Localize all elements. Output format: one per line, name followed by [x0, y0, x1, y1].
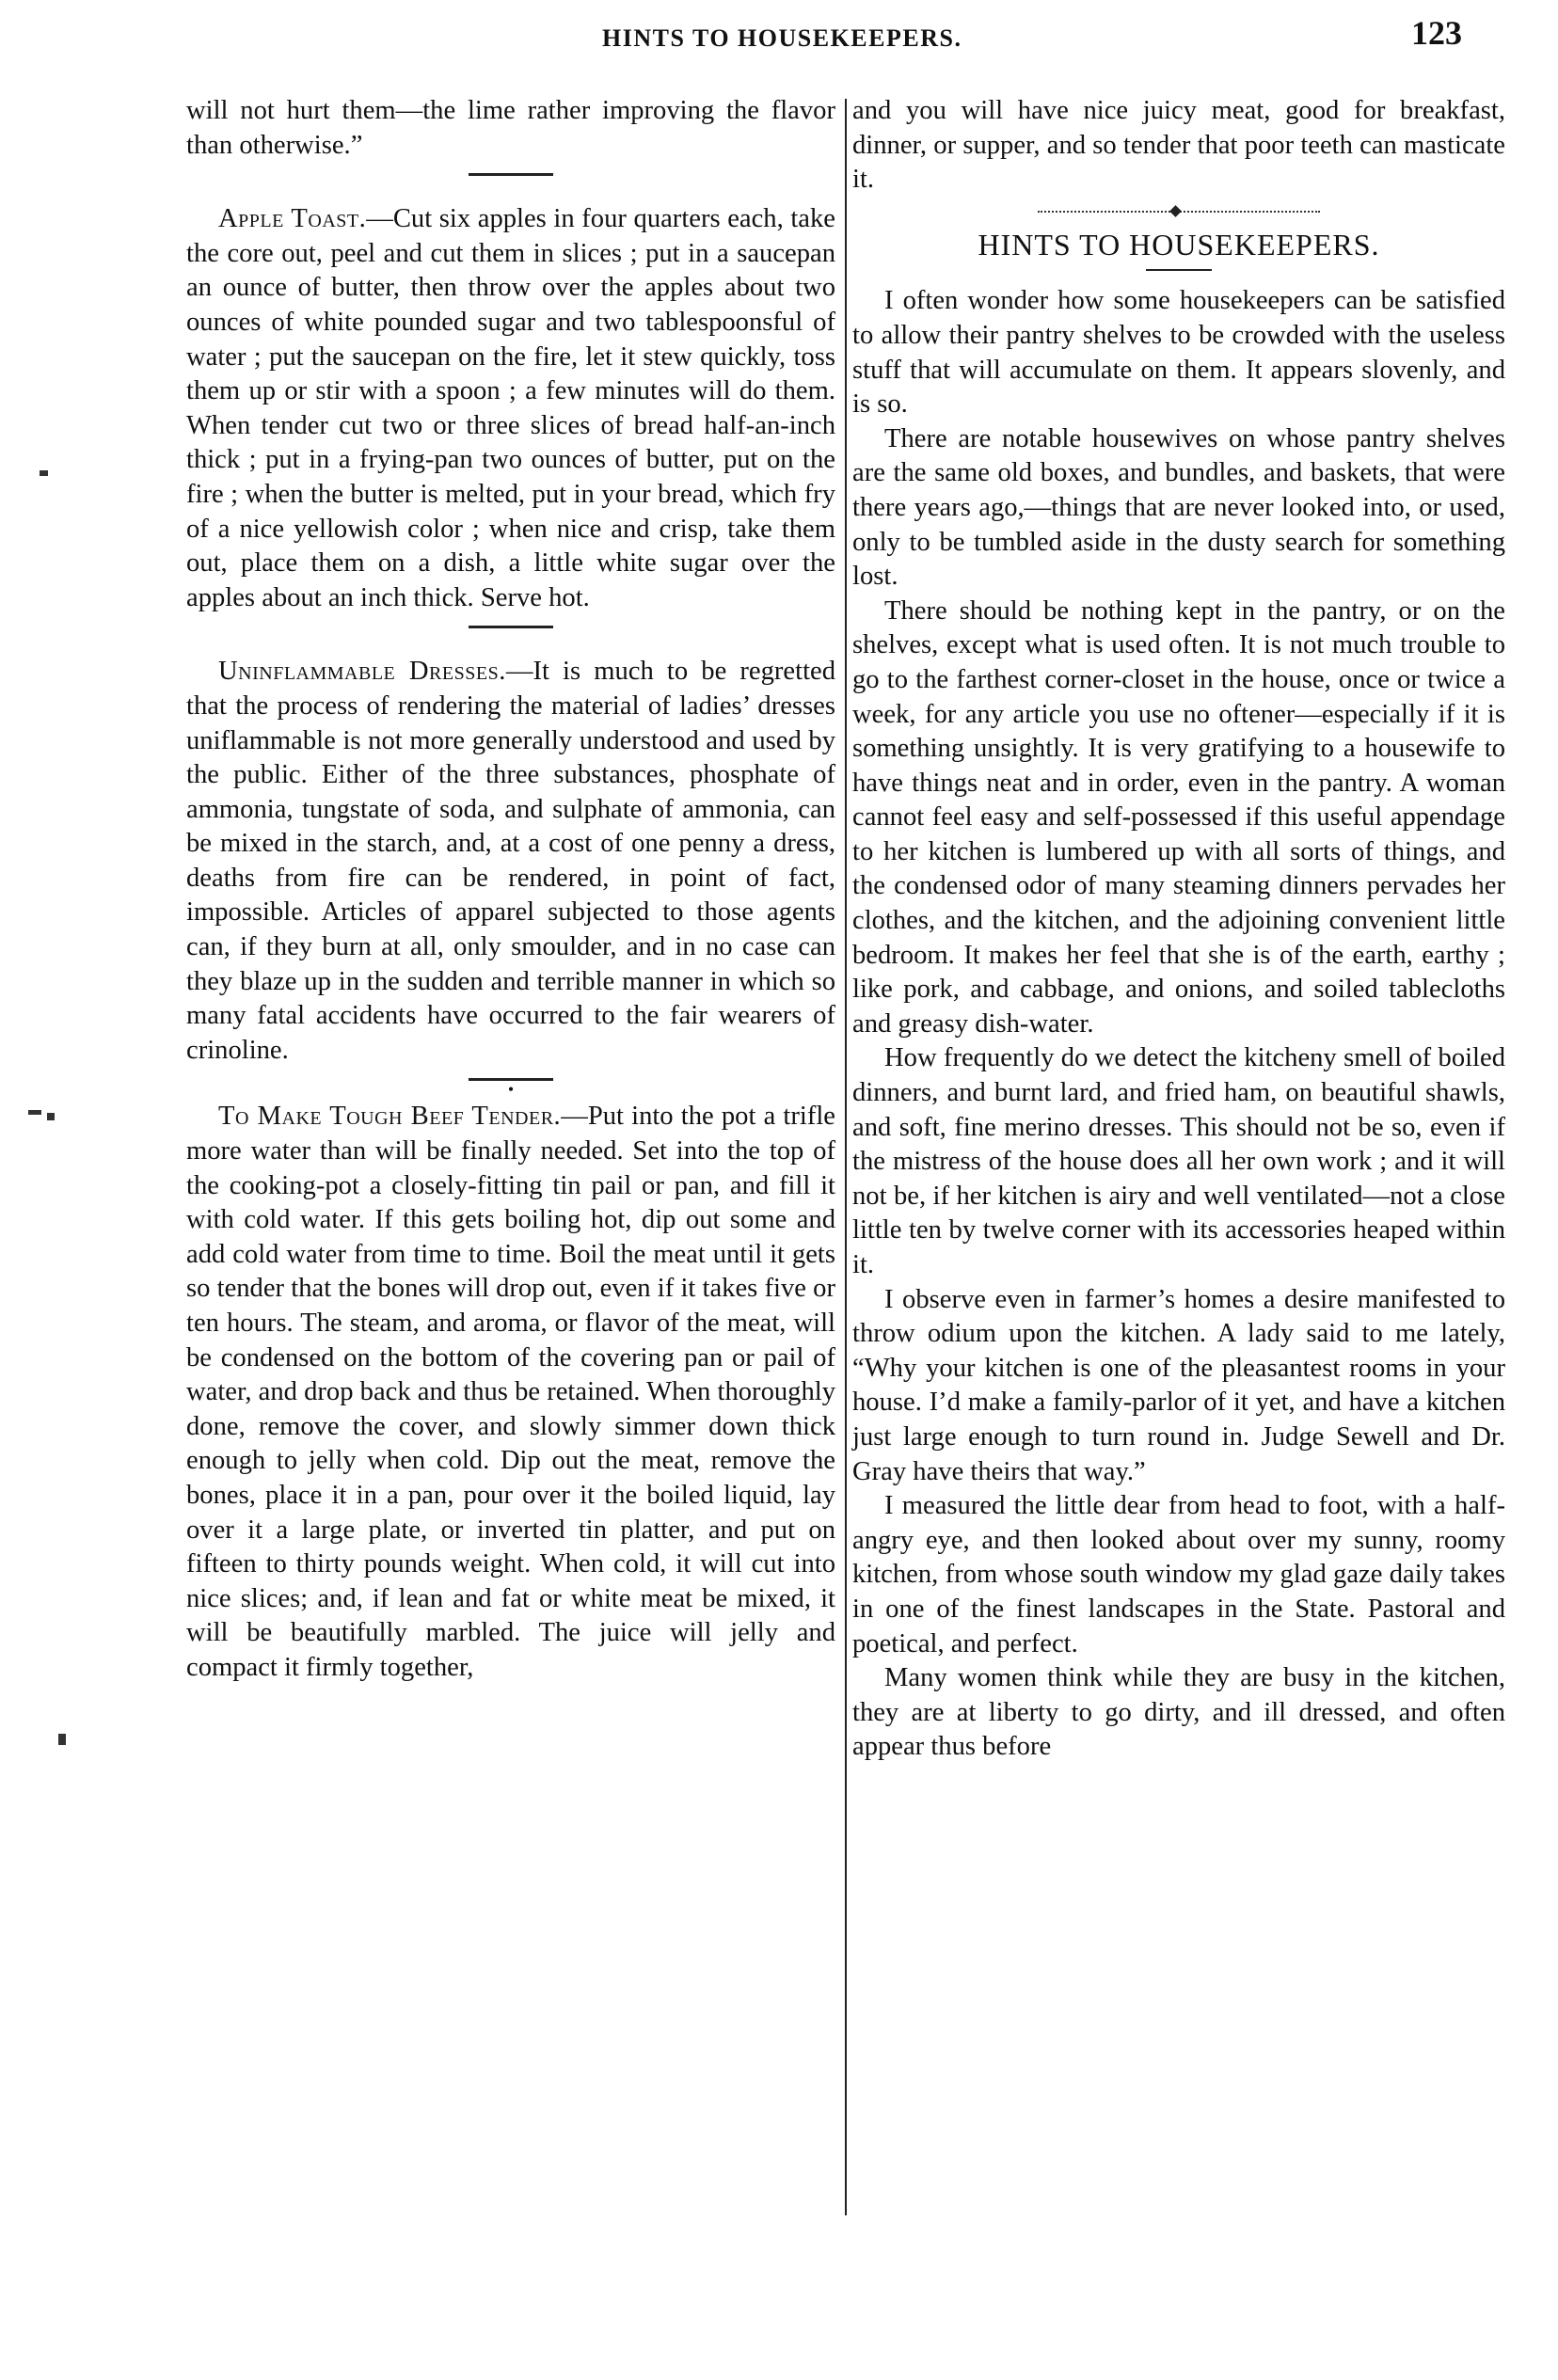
tough-beef-body: —Put into the pot a trifle more water than will be finally needed. Set into the top of the cooking-pot a closely-fitting tin pail or pan, and fill it with cold water. If this gets boiling hot, dip out some and add cold water from time to time. Boil the meat until it gets so tender that the bones will drop out, even if it takes five or ten hours. The steam, and aroma, or flavor of the meat, will be condensed on the bottom of the covering pan or pail of water, and drop back and thus be retained. When thoroughly done, remove the cover, and slowly simmer down thick enough to jelly when cold. Dip out the meat, remove the bones, place it in a pan, pour over it the boiled liquid, lay over it a large plate, or inverted tin platter, and put on fifteen to thirty pounds weight. When cold, it will cut into nice slices; and, if lean and fat or white meat be mixed, it will be beautifully marbled. The juice will jelly and compact it firmly together, — [186, 1102, 835, 1682]
apple-toast-title: Apple Toast. — [218, 204, 367, 234]
ink-dot: • — [507, 1080, 515, 1100]
running-head: HINTS TO HOUSEKEEPERS. — [602, 24, 962, 52]
page-header — [0, 11, 1558, 58]
margin-speck — [28, 1110, 41, 1115]
apple-toast-body: —Cut six apples in four quarters each, take the core out, peel and cut them in slices ; put in a saucepan an ounce of butter, then throw over the apples about two ounces of white pounded sugar and two tablespoonsful of water ; put the saucepan on the fire, let it stew quickly, toss them up or stir with a spoon ; a few minutes will do them. When tender cut two or three slices of bread half-an-inch thick ; put in a frying-pan two ounces of butter, put on the fire ; when the butter is melted, put in your bread, which fry of a nice yellowish color ; when nice and crisp, take them out, place them on a dish, a little white sugar over the apples about an inch thick. Serve hot. — [186, 204, 835, 612]
uninflammable-dresses-title: Uninflammable Dresses. — [218, 657, 506, 687]
apple-toast-paragraph — [186, 202, 835, 615]
article-paragraph: I measured the little dear from head to foot, with a half-angry eye, and then looked about over my sunny, roomy kitchen, from whose south window my glad gaze daily takes in one of the finest landscapes in the State. Pastoral and poetical, and perfect. — [852, 1491, 1505, 1658]
uninflammable-dresses-paragraph — [186, 655, 835, 1068]
ornamental-divider — [1038, 211, 1320, 213]
article-paragraph: Many women think while they are busy in the kitchen, they are at liberty to go dirty, and ill dressed, and often appear thus before — [852, 1663, 1505, 1762]
title-underline — [1146, 269, 1212, 271]
article-paragraph: I often wonder how some housekeepers can be satisfied to allow their pantry shelves to be crowded with the useless stuff that will accumulate on them. It appears slovenly, and is so. — [852, 286, 1505, 420]
left-column — [186, 94, 835, 1686]
tough-beef-paragraph — [186, 1100, 835, 1685]
section-divider — [469, 626, 553, 628]
diamond-ornament — [1169, 205, 1182, 217]
section-title: HINTS TO HOUSEKEEPERS. — [978, 227, 1380, 262]
right-column — [852, 94, 1505, 1765]
left-intro-text: will not hurt them—the lime rather improving the flavor than otherwise.” — [186, 96, 835, 160]
article-paragraph: There should be nothing kept in the pantry, or on the shelves, except what is used often. It is not much trouble to go to the farthest corner-closet in the house, once or twice a week, for any article you use no oftener—especially if it is something unsightly. It is very gratifying to a housewife to have things neat and in order, even in the pantry. A woman cannot feel easy and self-possessed if this useful appendage to her kitchen is lumbered up with all sorts of things, and the condensed odor of many steaming dinners pervades her clothes, and the kitchen, and the adjoining convenient little bedroom. It makes her feel that she is of the earth, earthy ; like pork, and cabbage, and onions, and soiled tablecloths and greasy dish-water. — [852, 595, 1505, 1039]
column-divider — [845, 99, 847, 2215]
right-intro-text: and you will have nice juicy meat, good for breakfast, dinner, or supper, and so tender that poor teeth can masticate it. — [852, 96, 1505, 195]
margin-speck — [47, 1113, 55, 1120]
article-paragraph: I observe even in farmer’s homes a desire manifested to throw odium upon the kitchen. A lady said to me lately, “Why your kitchen is one of the pleasantest rooms in your house. I’d make a family-parlor of it yet, and have a kitchen just large enough to turn round in. Judge Sewell and Dr. Gray have theirs that way.” — [852, 1284, 1505, 1486]
page-number: 123 — [1411, 14, 1462, 52]
article-paragraph: There are notable housewives on whose pantry shelves are the same old boxes, and bundles, and baskets, that were there years ago,—things that are never looked into, or used, only to be tumbled aside in the dusty search for something lost. — [852, 423, 1505, 592]
article-paragraph: How frequently do we detect the kitcheny smell of boiled dinners, and burnt lard, and fried ham, on beautiful shawls, and soft, fine merino dresses. This should not be so, even if the mistress of the house does all her own work ; and it will not be, if her kitchen is airy and well ventilated—not a close little ten by twelve corner with its accessories heaped within it. — [852, 1043, 1505, 1279]
margin-speck — [40, 470, 48, 476]
uninflammable-dresses-body: —It is much to be regretted that the process of rendering the material of ladies’ dresses uniflammable is not more generally understood and used by the public. Either of the three substances, phosphate of ammonia, tungstate of soda, and sulphate of ammonia, can be mixed in the starch, and, at a cost of one penny a dress, deaths from fire can be rendered, in point of fact, impossible. Articles of apparel subjected to those agents can, if they burn at all, only smoulder, and in no case can they blaze up in the sudden and terrible manner in which so many fatal accidents have occurred to the fair wearers of crinoline. — [186, 657, 835, 1065]
section-divider — [469, 173, 553, 176]
tough-beef-title: To Make Tough Beef Tender. — [218, 1102, 562, 1132]
margin-speck — [58, 1734, 66, 1745]
